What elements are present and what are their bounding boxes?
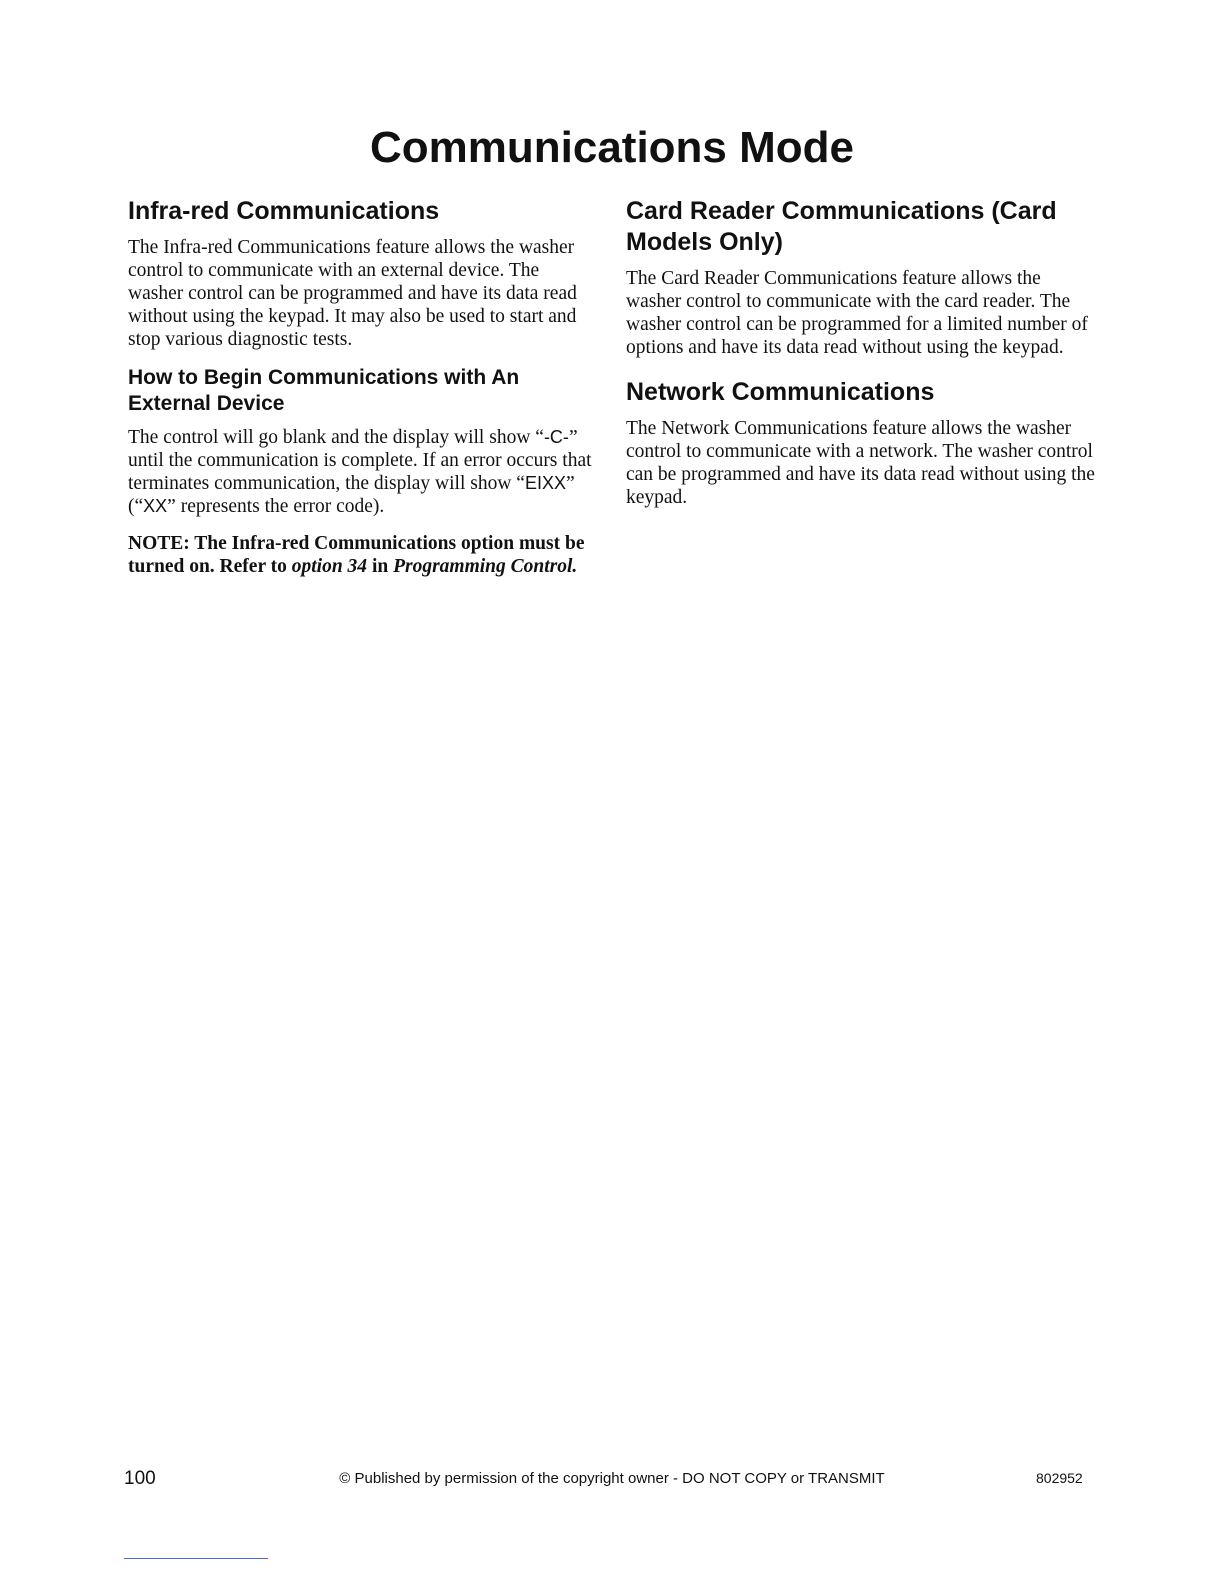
right-column (626, 196, 1096, 523)
document-number: 802952 (1036, 1470, 1083, 1486)
begin-communications-body (128, 426, 598, 518)
copyright-notice: © Published by permission of the copyright owner - DO NOT COPY or TRANSMIT (339, 1470, 885, 1487)
body-text-4: ” represents the error code). (167, 496, 385, 517)
note-paragraph (128, 532, 598, 578)
card-reader-heading: Card Reader Communications (Card Models Only) (626, 197, 1057, 256)
note-option-reference: option 34 (291, 556, 368, 577)
infrared-body: The Infra-red Communications feature allows the washer control to communicate with an external device. The washer control can be programmed and have its data read without using the keypad. It may also be used to start and stop various diagnostic tests. (128, 237, 577, 350)
page-title: Communications Mode (369, 123, 855, 172)
note-section-reference: Programming Control. (393, 556, 578, 577)
infrared-heading: Infra-red Communications (128, 197, 440, 225)
body-text-1: The control will go blank and the display will show “ (128, 427, 544, 448)
page-number: 100 (124, 1468, 156, 1489)
begin-communications-heading: How to Begin Communications with An External Device (128, 366, 520, 415)
bottom-divider (124, 1558, 268, 1559)
network-body: The Network Communications feature allows the washer control to communicate with a network. The washer control can be programmed and have its data read without using the keypad. (626, 418, 1095, 508)
display-code-xx: XX (143, 496, 168, 516)
network-heading: Network Communications (626, 378, 935, 406)
card-reader-body: The Card Reader Communications feature allows the washer control to communicate with the card reader. The washer control can be programmed for a limited number of options and have its data read without using the keypad. (626, 268, 1088, 358)
note-text-middle: in (367, 556, 394, 577)
note-text-prefix: NOTE: The Infra-red Communications option must be turned on. Refer to (128, 533, 585, 577)
display-code-c: -C- (543, 427, 569, 447)
left-column (128, 196, 598, 592)
body-text-2: ” until the communication is complete. If an error occurs that terminates communication, the display will show “ (128, 427, 592, 494)
display-code-error: EIXX (524, 473, 566, 493)
body-text-3: ” (“ (128, 473, 575, 517)
